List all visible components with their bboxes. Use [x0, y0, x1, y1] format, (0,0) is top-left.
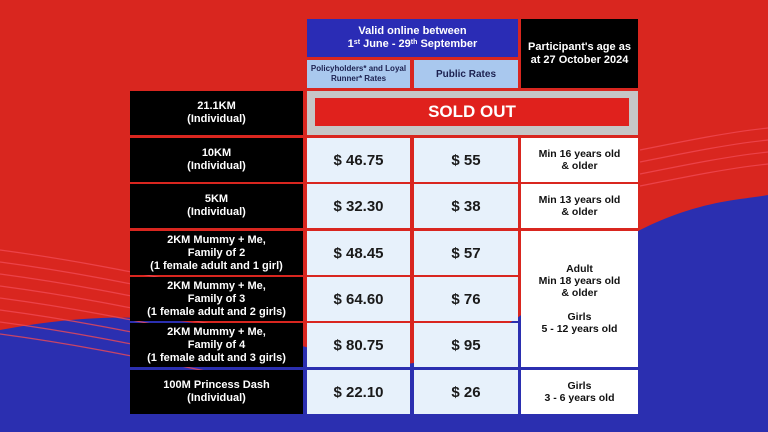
- public-rate-5km: $ 38: [414, 184, 518, 228]
- policyholder-rates-header: Policyholders* and Loyal Runner* Rates: [307, 60, 410, 88]
- policy-rate-10km: $ 46.75: [307, 138, 410, 182]
- validity-line1: Valid online between: [358, 25, 467, 37]
- category-5km: 5KM (Individual): [130, 184, 303, 228]
- sold-out-panel: [307, 91, 638, 135]
- policy-rate-family3: $ 64.60: [307, 277, 410, 321]
- policy-rate-princess: $ 22.10: [307, 370, 410, 414]
- public-rate-princess: $ 26: [414, 370, 518, 414]
- age-header: Participant's age as at 27 October 2024: [521, 19, 638, 88]
- age-mummy-me: Adult Min 18 years old & older Girls 5 - 12 years old: [521, 231, 638, 367]
- category-mummy-family4: 2KM Mummy + Me, Family of 4 (1 female adult and 3 girls): [130, 323, 303, 367]
- public-rate-family2: $ 57: [414, 231, 518, 275]
- validity-line2: 1st June - 29th September: [347, 38, 478, 50]
- public-rate-family3: $ 76: [414, 277, 518, 321]
- age-princess-dash: Girls 3 - 6 years old: [521, 370, 638, 414]
- validity-header: [307, 19, 518, 57]
- category-21km: 21.1KM (Individual): [130, 91, 303, 135]
- category-10km: 10KM (Individual): [130, 138, 303, 182]
- public-rate-10km: $ 55: [414, 138, 518, 182]
- category-mummy-family3: 2KM Mummy + Me, Family of 3 (1 female adult and 2 girls): [130, 277, 303, 321]
- policy-rate-family4: $ 80.75: [307, 323, 410, 367]
- public-rate-family4: $ 95: [414, 323, 518, 367]
- category-mummy-family2: 2KM Mummy + Me, Family of 2 (1 female adult and 1 girl): [130, 231, 303, 275]
- category-princess-dash: 100M Princess Dash (Individual): [130, 370, 303, 414]
- public-rates-header: Public Rates: [414, 60, 518, 88]
- policy-rate-family2: $ 48.45: [307, 231, 410, 275]
- sold-out-banner: SOLD OUT: [315, 98, 629, 126]
- policy-rate-5km: $ 32.30: [307, 184, 410, 228]
- age-10km: Min 16 years old & older: [521, 138, 638, 182]
- age-5km: Min 13 years old & older: [521, 184, 638, 228]
